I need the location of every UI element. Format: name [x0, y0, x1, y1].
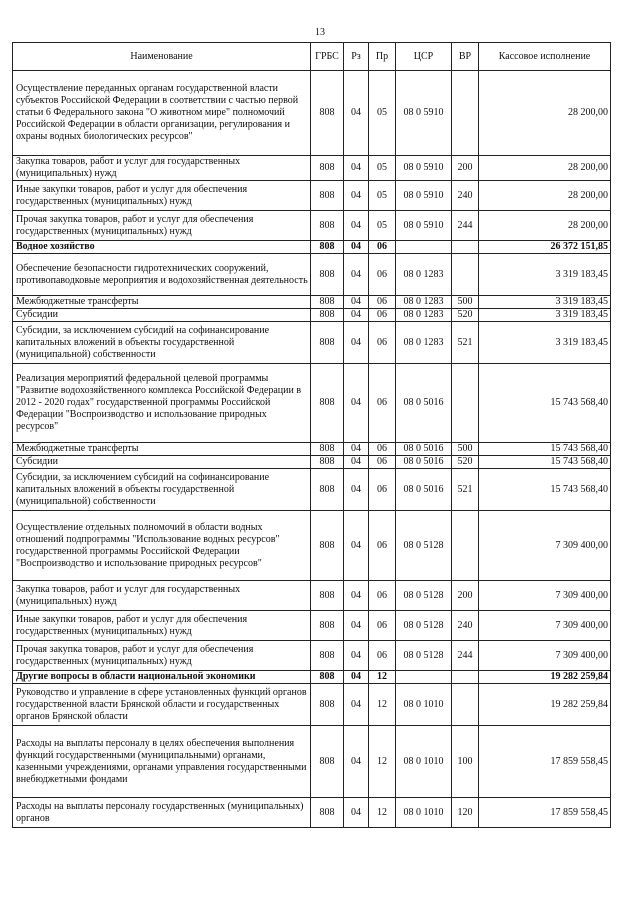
cell-rz: 04	[344, 156, 369, 181]
cell-vr: 200	[452, 581, 479, 611]
cell-vr: 120	[452, 798, 479, 828]
cell-vr	[452, 254, 479, 296]
header-name: Наименование	[13, 43, 311, 71]
table-row	[13, 364, 611, 443]
cell-pr: 06	[369, 296, 396, 309]
table-row	[13, 296, 611, 309]
cell-csr: 08 0 5128	[396, 611, 452, 641]
cell-amount: 28 200,00	[479, 181, 611, 211]
cell-name: Закупка товаров, работ и услуг для государственных (муниципальных) нужд	[13, 156, 311, 181]
header-csr: ЦСР	[396, 43, 452, 71]
cell-grbs: 808	[311, 322, 344, 364]
cell-amount: 7 309 400,00	[479, 641, 611, 671]
table-row	[13, 211, 611, 241]
cell-vr: 500	[452, 443, 479, 456]
table-body	[13, 71, 611, 828]
cell-vr: 100	[452, 726, 479, 798]
table-row	[13, 156, 611, 181]
cell-grbs: 808	[311, 211, 344, 241]
cell-vr: 520	[452, 456, 479, 469]
cell-amount: 7 309 400,00	[479, 581, 611, 611]
cell-rz: 04	[344, 364, 369, 443]
cell-csr: 08 0 5016	[396, 469, 452, 511]
cell-csr: 08 0 5910	[396, 181, 452, 211]
cell-csr: 08 0 5016	[396, 443, 452, 456]
cell-grbs: 808	[311, 611, 344, 641]
cell-vr: 244	[452, 641, 479, 671]
cell-rz: 04	[344, 469, 369, 511]
header-pr: Пр	[369, 43, 396, 71]
cell-name: Иные закупки товаров, работ и услуг для обеспечения государственных (муниципальных) нужд	[13, 181, 311, 211]
cell-grbs: 808	[311, 581, 344, 611]
cell-pr: 06	[369, 254, 396, 296]
cell-grbs: 808	[311, 684, 344, 726]
cell-grbs: 808	[311, 254, 344, 296]
header-vr: ВР	[452, 43, 479, 71]
table-row	[13, 611, 611, 641]
table-row	[13, 511, 611, 581]
cell-name: Иные закупки товаров, работ и услуг для обеспечения государственных (муниципальных) нужд	[13, 611, 311, 641]
cell-csr: 08 0 1010	[396, 798, 452, 828]
cell-name: Субсидии	[13, 456, 311, 469]
table-row	[13, 456, 611, 469]
cell-pr: 06	[369, 443, 396, 456]
cell-vr	[452, 671, 479, 684]
cell-pr: 06	[369, 364, 396, 443]
cell-name: Водное хозяйство	[13, 241, 311, 254]
cell-amount: 28 200,00	[479, 156, 611, 181]
cell-rz: 04	[344, 309, 369, 322]
cell-amount: 3 319 183,45	[479, 254, 611, 296]
cell-pr: 05	[369, 71, 396, 156]
cell-rz: 04	[344, 211, 369, 241]
page-number: 13	[315, 27, 325, 38]
cell-pr: 06	[369, 611, 396, 641]
table-row	[13, 443, 611, 456]
cell-amount: 3 319 183,45	[479, 322, 611, 364]
cell-grbs: 808	[311, 241, 344, 254]
cell-pr: 06	[369, 511, 396, 581]
cell-amount: 7 309 400,00	[479, 611, 611, 641]
cell-rz: 04	[344, 71, 369, 156]
cell-rz: 04	[344, 798, 369, 828]
cell-rz: 04	[344, 581, 369, 611]
cell-name: Другие вопросы в области национальной экономики	[13, 671, 311, 684]
table-row	[13, 671, 611, 684]
cell-vr	[452, 364, 479, 443]
cell-name: Осуществление отдельных полномочий в области водных отношений подпрограммы "Использование водных ресурсов" государственной программы Российской Федерации "Воспроизводство и использование природных ресурсов"	[13, 511, 311, 581]
cell-name: Прочая закупка товаров, работ и услуг для обеспечения государственных (муниципальных) нужд	[13, 641, 311, 671]
cell-name: Обеспечение безопасности гидротехнических сооружений, противопаводковые мероприятия и водохозяйственная деятельность	[13, 254, 311, 296]
cell-rz: 04	[344, 641, 369, 671]
cell-grbs: 808	[311, 156, 344, 181]
cell-rz: 04	[344, 456, 369, 469]
cell-csr: 08 0 5016	[396, 456, 452, 469]
cell-csr: 08 0 1283	[396, 296, 452, 309]
cell-rz: 04	[344, 443, 369, 456]
cell-amount: 15 743 568,40	[479, 364, 611, 443]
cell-csr: 08 0 5128	[396, 511, 452, 581]
cell-name: Межбюджетные трансферты	[13, 296, 311, 309]
table-row	[13, 241, 611, 254]
header-amount: Кассовое исполнение	[479, 43, 611, 71]
cell-grbs: 808	[311, 469, 344, 511]
table-row	[13, 322, 611, 364]
cell-grbs: 808	[311, 364, 344, 443]
cell-pr: 05	[369, 156, 396, 181]
cell-name: Руководство и управление в сфере установленных функций органов государственной власти Брянской области и государственных органов Брянской области	[13, 684, 311, 726]
cell-amount: 17 859 558,45	[479, 726, 611, 798]
cell-name: Закупка товаров, работ и услуг для государственных (муниципальных) нужд	[13, 581, 311, 611]
table-row	[13, 309, 611, 322]
cell-amount: 15 743 568,40	[479, 443, 611, 456]
header-grbs: ГРБС	[311, 43, 344, 71]
cell-pr: 06	[369, 309, 396, 322]
cell-csr: 08 0 5910	[396, 211, 452, 241]
cell-amount: 28 200,00	[479, 211, 611, 241]
cell-amount: 7 309 400,00	[479, 511, 611, 581]
table-row	[13, 726, 611, 798]
cell-pr: 06	[369, 641, 396, 671]
table-row	[13, 469, 611, 511]
cell-csr	[396, 241, 452, 254]
cell-name: Субсидии, за исключением субсидий на софинансирование капитальных вложений в объекты государственной (муниципальной) собственности	[13, 322, 311, 364]
cell-vr: 240	[452, 611, 479, 641]
cell-amount: 3 319 183,45	[479, 296, 611, 309]
cell-csr: 08 0 1283	[396, 309, 452, 322]
budget-table	[12, 42, 611, 828]
cell-grbs: 808	[311, 71, 344, 156]
cell-rz: 04	[344, 726, 369, 798]
cell-amount: 15 743 568,40	[479, 456, 611, 469]
cell-vr: 500	[452, 296, 479, 309]
table-row	[13, 181, 611, 211]
cell-pr: 06	[369, 469, 396, 511]
cell-csr	[396, 671, 452, 684]
cell-pr: 05	[369, 181, 396, 211]
cell-pr: 06	[369, 456, 396, 469]
cell-pr: 06	[369, 241, 396, 254]
cell-name: Расходы на выплаты персоналу в целях обеспечения выполнения функций государственными (муниципальными) органами, казенными учреждениями, органами управления государственными внебюджетными фондами	[13, 726, 311, 798]
table-row	[13, 684, 611, 726]
cell-name: Межбюджетные трансферты	[13, 443, 311, 456]
cell-vr: 244	[452, 211, 479, 241]
cell-csr: 08 0 1283	[396, 322, 452, 364]
table-row	[13, 581, 611, 611]
cell-name: Субсидии, за исключением субсидий на софинансирование капитальных вложений в объекты государственной (муниципальной) собственности	[13, 469, 311, 511]
cell-csr: 08 0 5128	[396, 581, 452, 611]
cell-name: Реализация мероприятий федеральной целевой программы "Развитие водохозяйственного комплекса Российской Федерации в 2012 - 2020 годах" государственной программы Российской Федерации "Воспроизводство и использование природных ресурсов"	[13, 364, 311, 443]
cell-pr: 12	[369, 726, 396, 798]
cell-vr	[452, 241, 479, 254]
header-rz: Рз	[344, 43, 369, 71]
table-row	[13, 641, 611, 671]
cell-amount: 3 319 183,45	[479, 309, 611, 322]
cell-rz: 04	[344, 322, 369, 364]
cell-vr: 521	[452, 469, 479, 511]
cell-amount: 28 200,00	[479, 71, 611, 156]
cell-csr: 08 0 5128	[396, 641, 452, 671]
cell-name: Прочая закупка товаров, работ и услуг для обеспечения государственных (муниципальных) нужд	[13, 211, 311, 241]
cell-rz: 04	[344, 684, 369, 726]
cell-pr: 05	[369, 211, 396, 241]
cell-grbs: 808	[311, 296, 344, 309]
cell-name: Расходы на выплаты персоналу государственных (муниципальных) органов	[13, 798, 311, 828]
cell-grbs: 808	[311, 456, 344, 469]
cell-amount: 26 372 151,85	[479, 241, 611, 254]
cell-rz: 04	[344, 241, 369, 254]
cell-pr: 06	[369, 322, 396, 364]
cell-pr: 12	[369, 684, 396, 726]
cell-csr: 08 0 1010	[396, 684, 452, 726]
cell-rz: 04	[344, 671, 369, 684]
table-row	[13, 798, 611, 828]
cell-vr: 520	[452, 309, 479, 322]
cell-grbs: 808	[311, 641, 344, 671]
cell-amount: 15 743 568,40	[479, 469, 611, 511]
cell-pr: 12	[369, 798, 396, 828]
cell-grbs: 808	[311, 798, 344, 828]
cell-amount: 19 282 259,84	[479, 671, 611, 684]
cell-grbs: 808	[311, 726, 344, 798]
cell-vr: 200	[452, 156, 479, 181]
cell-rz: 04	[344, 611, 369, 641]
cell-name: Субсидии	[13, 309, 311, 322]
table-row	[13, 71, 611, 156]
cell-csr: 08 0 5910	[396, 156, 452, 181]
cell-rz: 04	[344, 254, 369, 296]
cell-pr: 12	[369, 671, 396, 684]
cell-rz: 04	[344, 511, 369, 581]
cell-name: Осуществление переданных органам государственной власти субъектов Российской Федерации в соответствии с частью первой статьи 6 Федерального закона "О животном мире" полномочий Российской Федерации в области организации, регулирования и охраны водных биологических ресурсов"	[13, 71, 311, 156]
cell-grbs: 808	[311, 671, 344, 684]
cell-grbs: 808	[311, 309, 344, 322]
cell-csr: 08 0 1010	[396, 726, 452, 798]
cell-csr: 08 0 1283	[396, 254, 452, 296]
cell-vr	[452, 71, 479, 156]
cell-rz: 04	[344, 296, 369, 309]
cell-csr: 08 0 5016	[396, 364, 452, 443]
cell-amount: 17 859 558,45	[479, 798, 611, 828]
cell-amount: 19 282 259,84	[479, 684, 611, 726]
cell-vr: 240	[452, 181, 479, 211]
cell-rz: 04	[344, 181, 369, 211]
cell-vr	[452, 684, 479, 726]
cell-csr: 08 0 5910	[396, 71, 452, 156]
cell-grbs: 808	[311, 443, 344, 456]
cell-grbs: 808	[311, 181, 344, 211]
cell-vr	[452, 511, 479, 581]
cell-grbs: 808	[311, 511, 344, 581]
cell-vr: 521	[452, 322, 479, 364]
table-header-row	[13, 43, 611, 71]
table-row	[13, 254, 611, 296]
cell-pr: 06	[369, 581, 396, 611]
